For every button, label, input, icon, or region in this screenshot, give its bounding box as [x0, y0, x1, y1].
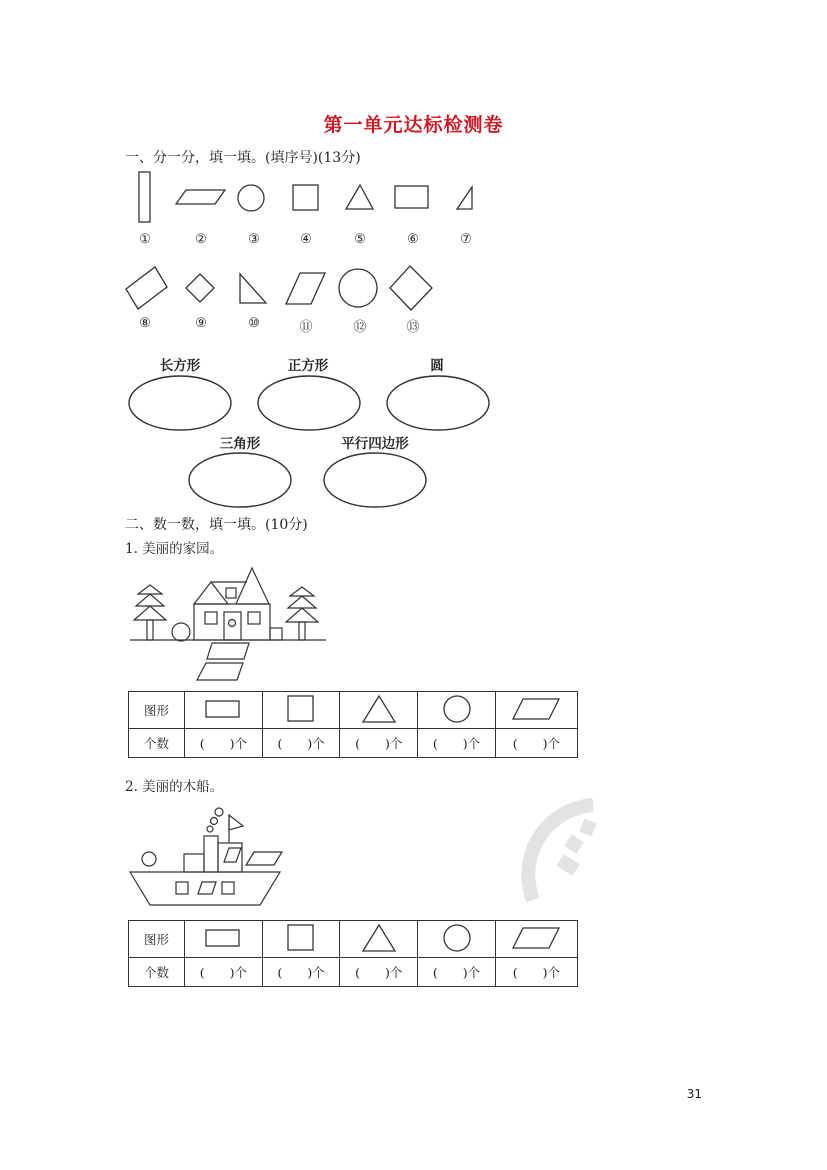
count-blank[interactable]: ( )个: [340, 958, 418, 987]
shape-number: ⑬: [406, 320, 420, 335]
shape-cell-square: [262, 921, 340, 958]
count-blank[interactable]: ( )个: [418, 729, 496, 758]
question-2-table: [128, 920, 578, 987]
category-label-parallelogram: 平行四边形: [341, 436, 409, 452]
watermark-seal: [498, 800, 598, 930]
row-header-count: 个数: [129, 958, 185, 987]
count-blank[interactable]: ( )个: [262, 958, 340, 987]
shape-number: ②: [195, 232, 207, 247]
category-label-circle: 圆: [430, 358, 444, 374]
shape-cell-parallelogram: [495, 921, 577, 958]
shape-number: ⑤: [354, 232, 366, 247]
shape-number: ⑨: [195, 316, 207, 331]
shape-number: ①: [139, 232, 151, 247]
shape-cell-triangle: [340, 921, 418, 958]
count-blank[interactable]: ( )个: [185, 958, 263, 987]
row-header-count: 个数: [129, 729, 185, 758]
shape-number: ⑥: [407, 232, 419, 247]
page-title: 第一单元达标检测卷: [323, 114, 504, 136]
count-blank[interactable]: ( )个: [262, 729, 340, 758]
question-2-label: 2. 美丽的木船。: [125, 779, 224, 795]
shape-number: ⑩: [248, 316, 260, 331]
count-blank[interactable]: ( )个: [185, 729, 263, 758]
shape-number: ⑫: [353, 320, 367, 335]
count-blank[interactable]: ( )个: [495, 729, 577, 758]
shape-number: ④: [300, 232, 312, 247]
row-header-shape: 图形: [129, 692, 185, 729]
row-header-shape: 图形: [129, 921, 185, 958]
section1-heading: 一、分一分，填一填。(填序号)(13分): [125, 150, 361, 166]
question-1-label: 1. 美丽的家园。: [125, 541, 224, 557]
count-blank[interactable]: ( )个: [418, 958, 496, 987]
shape-number: ⑦: [460, 232, 472, 247]
shape-cell-circle: [418, 921, 496, 958]
shape-number: ⑪: [299, 320, 313, 335]
count-blank[interactable]: ( )个: [340, 729, 418, 758]
shape-number: ⑧: [139, 316, 151, 331]
category-label-triangle: 三角形: [219, 436, 261, 452]
page-number: 31: [686, 1087, 702, 1101]
category-label-square: 正方形: [287, 358, 329, 374]
shape-number: ③: [248, 232, 260, 247]
category-label-rectangle: 长方形: [159, 358, 201, 374]
shape-cell-rectangle: [185, 921, 263, 958]
count-blank[interactable]: ( )个: [495, 958, 577, 987]
section2-heading: 二、数一数，填一填。(10分): [125, 517, 308, 533]
